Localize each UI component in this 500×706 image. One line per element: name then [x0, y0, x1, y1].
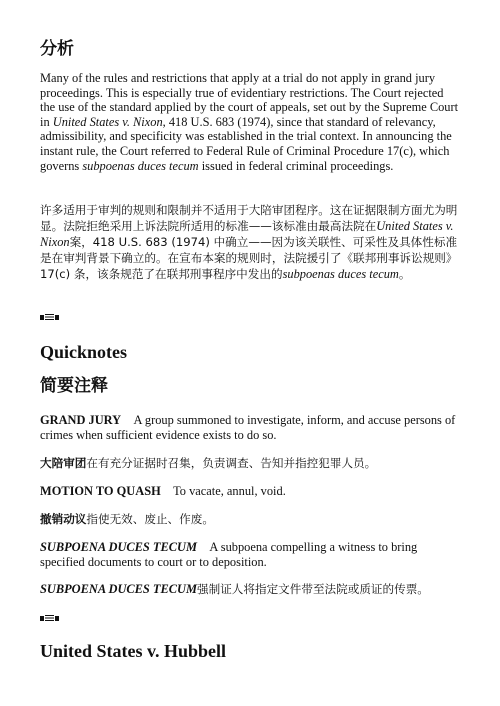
note-term: SUBPOENA DUCES TECUM — [40, 582, 197, 596]
note-definition: 指使无效、废止、作废。 — [86, 512, 214, 526]
text-segment: 许多适用于审判的规则和限制并不适用于大陪审团程序。这在证据限制方面尤为明显。法院拒绝采用上诉法院所适用的标准——该标准由最高法院在 — [40, 203, 458, 233]
text-segment: , 418 U.S. 683 (1974), since that standard of relevancy, admissibility, and specificity was established in the trial context. In announcing the instant rule, the Court referred to Federal Rule of Criminal Procedure 17(c), which governs — [40, 114, 452, 173]
divider-bars — [45, 615, 54, 621]
divider-square — [40, 315, 44, 320]
analysis-paragraph-en — [40, 71, 460, 173]
note-term: 大陪审团 — [40, 456, 87, 470]
text-segment: 。 — [398, 267, 411, 281]
note-en-motion-to-quash — [40, 484, 460, 499]
note-term: SUBPOENA DUCES TECUM — [40, 540, 197, 554]
heading-analysis-cn: 分析 — [40, 39, 74, 59]
latin-term: subpoenas duces tecum — [82, 158, 199, 173]
note-definition: 在有充分证据时召集，负责调查、告知并指控犯罪人员。 — [86, 456, 377, 470]
case-citation: United States v. Nixon — [40, 219, 454, 249]
divider-bars — [45, 314, 54, 320]
heading-next-case: United States v. Hubbell — [40, 641, 227, 661]
note-definition: A subpoena compelling a witness to bring specified documents to court or to deposition. — [40, 540, 418, 569]
divider-square — [40, 616, 44, 621]
section-divider-ornament — [40, 314, 59, 320]
note-term: GRAND JURY — [40, 413, 122, 427]
note-cn-motion-to-quash — [40, 511, 460, 527]
divider-square — [55, 616, 59, 621]
note-en-grand-jury — [40, 413, 460, 442]
latin-term: subpoenas duces tecum — [282, 267, 399, 281]
note-term: 撤销动议 — [40, 512, 87, 526]
text-segment: Many of the rules and restrictions that apply at a trial do not apply in grand jury proceedings. This is especially true of evidentiary restrictions. The Court rejected the use of the standard applied by the court of appeals, set out by the Supreme Court in — [40, 71, 459, 129]
note-term: MOTION TO QUASH — [40, 484, 161, 498]
analysis-paragraph-cn — [40, 202, 460, 282]
note-cn-grand-jury — [40, 455, 460, 471]
heading-quicknotes-cn: 简要注释 — [40, 376, 108, 396]
note-cn-subpoena — [40, 581, 460, 597]
text-segment: issued in federal criminal proceedings. — [198, 158, 394, 173]
text-segment: 案，418 U.S. 683 (1974) 中确立——因为该关联性、可采性及具体性标准是在审判背景下确立的。在宣布本案的规则时，法院援引了《联邦刑事诉讼规则》17(c) 条，该条规范了在联邦刑事程序中发出的 — [40, 235, 458, 281]
note-en-subpoena — [40, 540, 460, 569]
note-definition: To vacate, annul, void. — [173, 484, 286, 498]
case-citation: United States v. Nixon — [52, 114, 163, 129]
note-definition: 强制证人将指定文件带至法院或质证的传票。 — [197, 582, 429, 596]
section-divider-ornament — [40, 615, 59, 621]
heading-quicknotes-en: Quicknotes — [40, 342, 128, 362]
note-definition: A group summoned to investigate, inform, and accuse persons of crimes when sufficient evidence exists to do so. — [40, 413, 456, 442]
divider-square — [55, 315, 59, 320]
